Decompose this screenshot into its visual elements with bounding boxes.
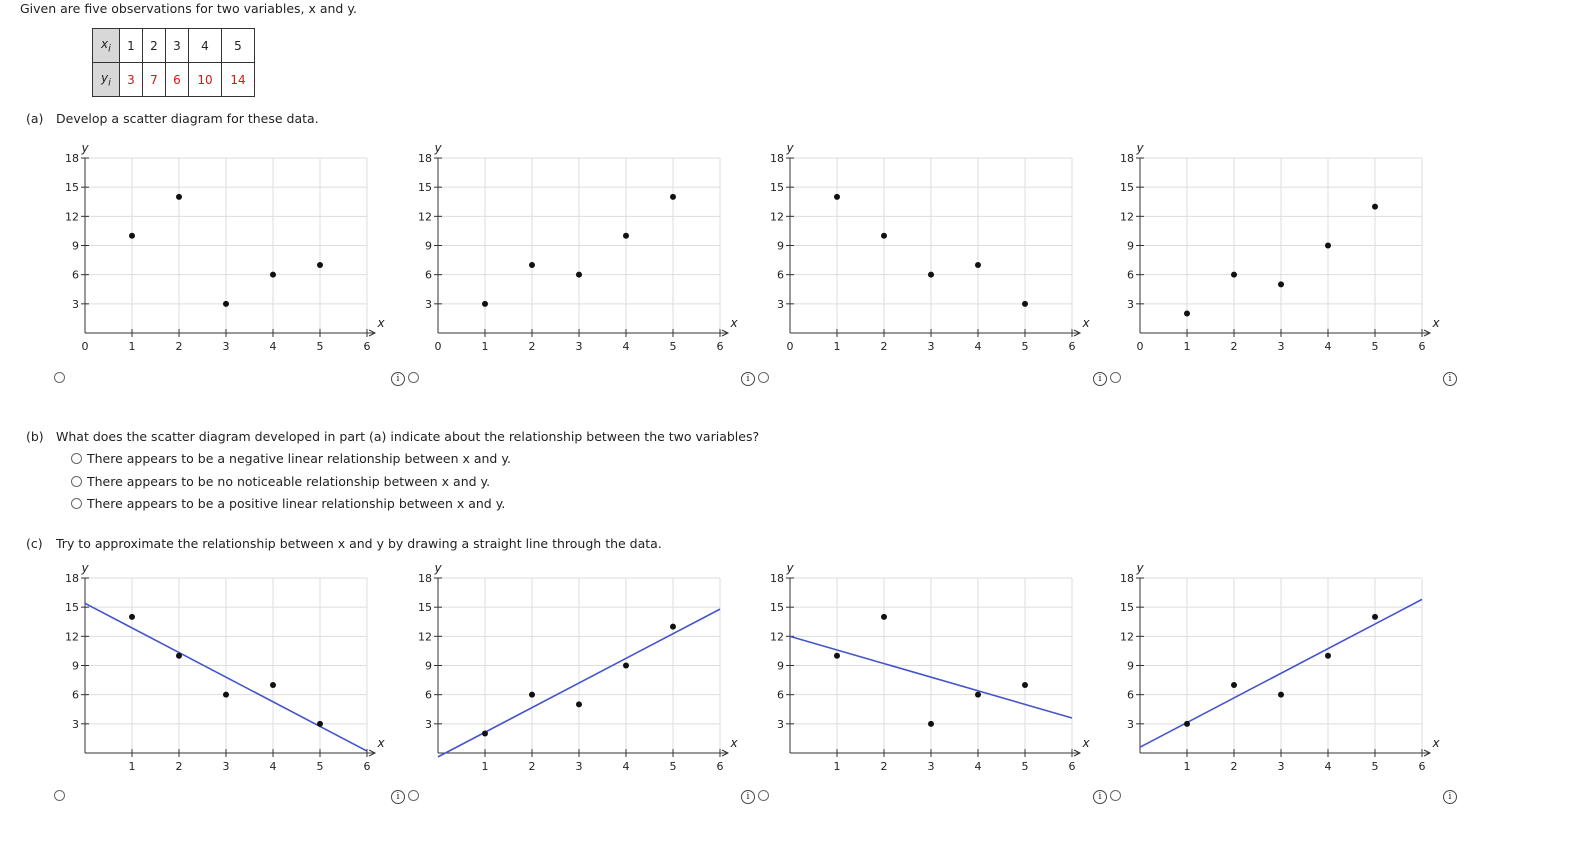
y-tick-label: 12	[770, 210, 784, 224]
data-point	[928, 721, 934, 727]
x-tick-label: 3	[575, 760, 583, 773]
data-point	[1325, 653, 1331, 659]
y-tick-label: 6	[1127, 268, 1134, 282]
radio-c-2[interactable]	[408, 790, 419, 801]
y-tick-label: 18	[65, 572, 79, 585]
y-tick-label: 9	[777, 659, 784, 673]
info-icon[interactable]: i	[1443, 790, 1457, 804]
data-point	[176, 194, 182, 200]
x-tick-label: 3	[1277, 760, 1285, 773]
y-tick-label: 3	[72, 297, 79, 311]
part-b-label: (b)	[26, 429, 44, 444]
data-point	[1278, 692, 1284, 698]
x-tick-label: 0	[786, 340, 794, 353]
radio-b-3[interactable]	[71, 498, 82, 509]
part-c-prompt	[26, 536, 662, 551]
data-point	[1184, 721, 1190, 727]
option-b-1[interactable]	[71, 451, 511, 466]
x-tick-label: 1	[1183, 760, 1191, 773]
info-icon[interactable]: i	[1093, 372, 1107, 386]
y-tick-label: 12	[65, 630, 79, 644]
data-point	[1022, 301, 1028, 307]
x-axis-label: x	[730, 316, 738, 330]
radio-c-4[interactable]	[1110, 790, 1121, 801]
x-tick-label: 4	[622, 760, 630, 773]
data-point	[317, 262, 323, 268]
x-tick-label: 5	[1021, 340, 1029, 353]
y-tick-label: 12	[1120, 630, 1134, 644]
x-tick-label: 5	[1371, 340, 1379, 353]
x-axis-label: x	[1082, 316, 1090, 330]
data-point	[176, 653, 182, 659]
data-point	[270, 682, 276, 688]
data-point	[1231, 682, 1237, 688]
y-tick-label: 15	[418, 181, 432, 195]
line-chart-c-3	[745, 558, 1095, 780]
x-tick-label: 5	[1021, 760, 1029, 773]
y-tick-label: 6	[777, 688, 784, 702]
data-point	[881, 614, 887, 620]
y-tick-label: 15	[65, 181, 79, 195]
data-point	[1184, 311, 1190, 317]
data-point	[834, 194, 840, 200]
y-tick-label: 3	[777, 717, 784, 731]
radio-c-3[interactable]	[758, 790, 769, 801]
y-value: 7	[143, 63, 166, 97]
x-tick-label: 6	[363, 340, 371, 353]
y-axis-label: y	[786, 141, 794, 155]
part-b-text: What does the scatter diagram developed in part (a) indicate about the relationship between the two variables?	[56, 429, 760, 444]
part-b-prompt	[26, 429, 759, 444]
y-tick-label: 3	[777, 297, 784, 311]
x-tick-label: 3	[222, 760, 230, 773]
x-tick-label: 4	[622, 340, 630, 353]
part-a-prompt	[26, 111, 319, 126]
x-value: 3	[166, 29, 189, 63]
y-axis-label: y	[1136, 141, 1144, 155]
y-tick-label: 15	[1120, 181, 1134, 195]
option-b-1-label: There appears to be a negative linear relationship between x and y.	[87, 451, 511, 466]
x-tick-label: 2	[1230, 760, 1238, 773]
x-tick-label: 1	[833, 760, 841, 773]
part-c-label: (c)	[26, 536, 43, 551]
y-tick-label: 15	[65, 601, 79, 615]
data-point	[1372, 614, 1378, 620]
x-tick-label: 5	[1371, 760, 1379, 773]
data-point	[1325, 243, 1331, 249]
info-icon[interactable]: i	[1093, 790, 1107, 804]
option-b-2[interactable]	[71, 474, 490, 489]
radio-a-2[interactable]	[408, 372, 419, 383]
y-tick-label: 9	[72, 239, 79, 253]
x-tick-label: 5	[316, 340, 324, 353]
x-tick-label: 1	[128, 340, 136, 353]
y-tick-label: 18	[418, 572, 432, 585]
data-point	[129, 614, 135, 620]
radio-b-2[interactable]	[71, 476, 82, 487]
y-tick-label: 9	[1127, 659, 1134, 673]
info-icon[interactable]: i	[1443, 372, 1457, 386]
info-icon[interactable]: i	[741, 790, 755, 804]
x-tick-label: 2	[175, 340, 183, 353]
data-point	[1278, 281, 1284, 287]
info-icon[interactable]: i	[391, 790, 405, 804]
option-b-3-label: There appears to be a positive linear relationship between x and y.	[87, 496, 506, 511]
table-row-x	[93, 29, 255, 63]
x-tick-label: 5	[669, 340, 677, 353]
x-tick-label: 6	[363, 760, 371, 773]
x-tick-label: 4	[269, 340, 277, 353]
y-tick-label: 9	[72, 659, 79, 673]
data-point	[670, 194, 676, 200]
y-tick-label: 18	[418, 152, 432, 165]
data-point	[529, 262, 535, 268]
y-tick-label: 12	[418, 630, 432, 644]
x-tick-label: 2	[528, 760, 536, 773]
x-tick-label: 0	[1136, 340, 1144, 353]
y-tick-label: 9	[1127, 239, 1134, 253]
x-axis-label: x	[377, 316, 385, 330]
data-point	[834, 653, 840, 659]
x-tick-label: 1	[1183, 340, 1191, 353]
y-value: 3	[120, 63, 143, 97]
x-tick-label: 2	[1230, 340, 1238, 353]
y-value: 14	[222, 63, 255, 97]
data-point	[270, 272, 276, 278]
y-tick-label: 9	[777, 239, 784, 253]
line-chart-c-4	[1095, 558, 1445, 780]
part-c-text: Try to approximate the relationship between x and y by drawing a straight line through the data.	[56, 536, 662, 551]
x-tick-label: 0	[81, 340, 89, 353]
data-point	[529, 692, 535, 698]
x-tick-label: 1	[833, 340, 841, 353]
y-tick-label: 6	[777, 268, 784, 282]
data-point	[576, 701, 582, 707]
data-point	[623, 233, 629, 239]
y-tick-label: 18	[1120, 152, 1134, 165]
y-value: 10	[189, 63, 222, 97]
y-header: $y_i$	[93, 63, 120, 97]
x-value: 5	[222, 29, 255, 63]
x-tick-label: 2	[528, 340, 536, 353]
data-point	[881, 233, 887, 239]
data-point	[576, 272, 582, 278]
scatter-chart-a-2	[393, 138, 743, 360]
x-tick-label: 2	[880, 760, 888, 773]
y-tick-label: 6	[1127, 688, 1134, 702]
data-point	[482, 301, 488, 307]
data-point	[482, 731, 488, 737]
x-tick-label: 1	[128, 760, 136, 773]
x-tick-label: 6	[716, 760, 724, 773]
x-tick-label: 4	[974, 760, 982, 773]
x-tick-label: 1	[481, 760, 489, 773]
x-axis-label: x	[1432, 736, 1440, 750]
data-point	[223, 301, 229, 307]
y-tick-label: 15	[770, 601, 784, 615]
x-axis-label: x	[377, 736, 385, 750]
y-tick-label: 12	[418, 210, 432, 224]
x-axis-label: x	[1082, 736, 1090, 750]
y-tick-label: 6	[72, 268, 79, 282]
y-tick-label: 18	[1120, 572, 1134, 585]
y-tick-label: 15	[1120, 601, 1134, 615]
y-tick-label: 3	[425, 717, 432, 731]
radio-b-1[interactable]	[71, 453, 82, 464]
y-tick-label: 6	[425, 268, 432, 282]
y-tick-label: 12	[65, 210, 79, 224]
data-point	[223, 692, 229, 698]
line-chart-c-1	[40, 558, 390, 780]
x-axis-label: x	[730, 736, 738, 750]
radio-a-4[interactable]	[1110, 372, 1121, 383]
part-a-label: (a)	[26, 111, 44, 126]
x-tick-label: 4	[974, 340, 982, 353]
option-b-3[interactable]	[71, 496, 505, 511]
y-tick-label: 12	[1120, 210, 1134, 224]
y-tick-label: 3	[425, 297, 432, 311]
data-point	[1372, 204, 1378, 210]
x-tick-label: 3	[1277, 340, 1285, 353]
x-tick-label: 3	[927, 760, 935, 773]
radio-c-1[interactable]	[54, 790, 65, 801]
data-point	[623, 663, 629, 669]
y-tick-label: 3	[1127, 717, 1134, 731]
scatter-chart-a-1	[40, 138, 390, 360]
intro-text: Given are five observations for two variables, x and y.	[20, 1, 357, 16]
table-row-y	[93, 63, 255, 97]
y-axis-label: y	[434, 561, 442, 575]
x-tick-label: 5	[669, 760, 677, 773]
x-header: $x_i$	[93, 29, 120, 63]
data-point	[975, 692, 981, 698]
y-axis-label: y	[81, 141, 89, 155]
x-tick-label: 4	[269, 760, 277, 773]
info-icon[interactable]: i	[741, 372, 755, 386]
y-axis-label: y	[434, 141, 442, 155]
x-value: 2	[143, 29, 166, 63]
data-point	[975, 262, 981, 268]
x-tick-label: 0	[434, 340, 442, 353]
y-tick-label: 9	[425, 239, 432, 253]
data-point	[1231, 272, 1237, 278]
data-point	[928, 272, 934, 278]
scatter-chart-a-4	[1095, 138, 1445, 360]
x-tick-label: 3	[927, 340, 935, 353]
option-b-2-label: There appears to be no noticeable relationship between x and y.	[87, 474, 491, 489]
x-tick-label: 2	[880, 340, 888, 353]
y-tick-label: 9	[425, 659, 432, 673]
x-tick-label: 6	[1068, 340, 1076, 353]
x-tick-label: 2	[175, 760, 183, 773]
data-point	[1022, 682, 1028, 688]
x-axis-label: x	[1432, 316, 1440, 330]
line-chart-c-2	[393, 558, 743, 780]
y-axis-label: y	[786, 561, 794, 575]
y-tick-label: 18	[65, 152, 79, 165]
x-tick-label: 4	[1324, 340, 1332, 353]
x-tick-label: 6	[1068, 760, 1076, 773]
x-tick-label: 6	[716, 340, 724, 353]
info-icon[interactable]: i	[391, 372, 405, 386]
x-value: 1	[120, 29, 143, 63]
y-tick-label: 12	[770, 630, 784, 644]
y-value: 6	[166, 63, 189, 97]
x-tick-label: 4	[1324, 760, 1332, 773]
radio-a-3[interactable]	[758, 372, 769, 383]
data-point	[670, 624, 676, 630]
y-tick-label: 3	[72, 717, 79, 731]
y-tick-label: 15	[418, 601, 432, 615]
y-tick-label: 3	[1127, 297, 1134, 311]
y-tick-label: 6	[425, 688, 432, 702]
scatter-chart-a-3	[745, 138, 1095, 360]
data-point	[129, 233, 135, 239]
y-tick-label: 6	[72, 688, 79, 702]
x-tick-label: 3	[222, 340, 230, 353]
y-tick-label: 15	[770, 181, 784, 195]
y-axis-label: y	[81, 561, 89, 575]
radio-a-1[interactable]	[54, 372, 65, 383]
x-tick-label: 6	[1418, 760, 1426, 773]
y-axis-label: y	[1136, 561, 1144, 575]
x-tick-label: 3	[575, 340, 583, 353]
data-point	[317, 721, 323, 727]
x-tick-label: 5	[316, 760, 324, 773]
x-tick-label: 1	[481, 340, 489, 353]
y-tick-label: 18	[770, 152, 784, 165]
x-value: 4	[189, 29, 222, 63]
x-tick-label: 6	[1418, 340, 1426, 353]
data-table	[92, 28, 255, 97]
y-tick-label: 18	[770, 572, 784, 585]
part-a-text: Develop a scatter diagram for these data.	[56, 111, 319, 126]
